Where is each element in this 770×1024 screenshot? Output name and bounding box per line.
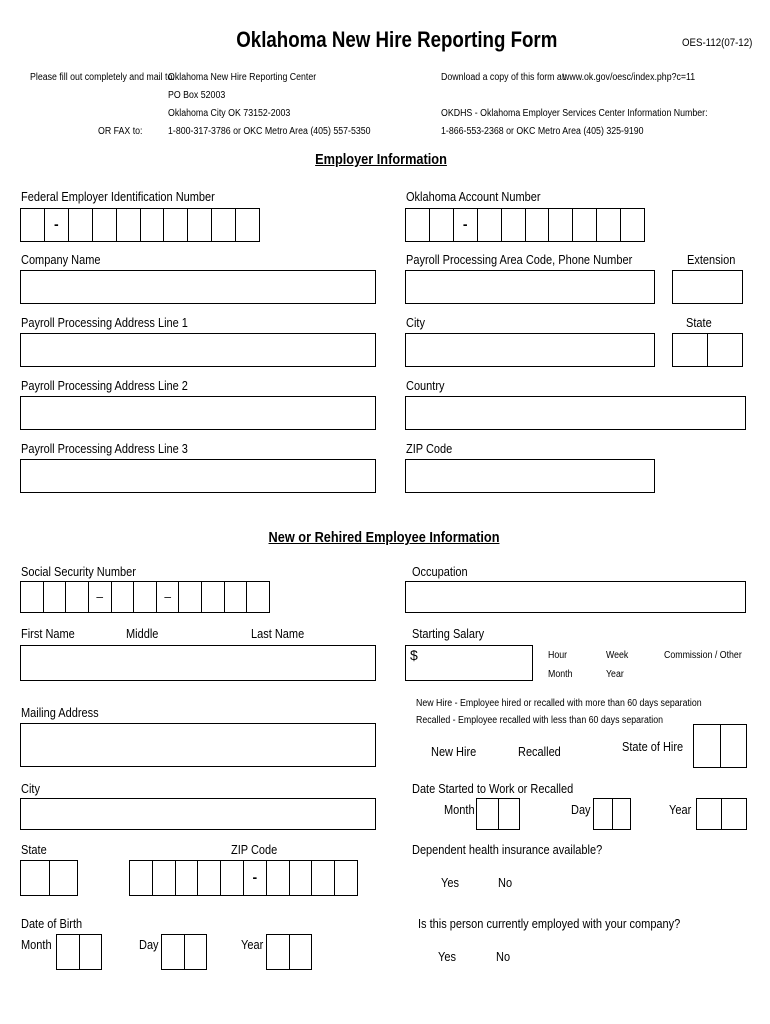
pay-commission-option[interactable]: Commission / Other [664, 650, 742, 661]
start-year-field[interactable] [696, 798, 747, 830]
employer-zip-label: ZIP Code [406, 442, 453, 456]
pay-hour-option[interactable]: Hour [548, 650, 568, 661]
name-field[interactable] [20, 645, 376, 681]
employee-zip-field[interactable] [129, 860, 358, 896]
fein-label: Federal Employer Identification Number [21, 190, 215, 204]
dob-month-label: Month [21, 938, 52, 952]
new-hire-option[interactable]: New Hire [431, 745, 477, 759]
recalled-option[interactable]: Recalled [518, 745, 561, 759]
employed-label: Is this person currently employed with your company? [418, 917, 681, 931]
ssn-field[interactable] [20, 581, 270, 613]
state-of-hire-label: State of Hire [622, 740, 684, 754]
occupation-field[interactable] [405, 581, 746, 613]
account-dash: - [462, 216, 468, 233]
account-field[interactable] [405, 208, 645, 242]
employee-section-title: New or Rehired Employee Information [268, 529, 500, 546]
form-title: Oklahoma New Hire Reporting Form [236, 27, 558, 52]
dependent-yes-option[interactable]: Yes [441, 876, 459, 890]
dob-day-label: Day [139, 938, 159, 952]
payroll-phone-label: Payroll Processing Area Code, Phone Number [406, 253, 633, 267]
dob-label: Date of Birth [21, 917, 83, 931]
employer-section-title: Employer Information [315, 151, 447, 168]
dob-day-field[interactable] [161, 934, 207, 970]
mail-address-line-3: Oklahoma City OK 73152-2003 [168, 108, 291, 119]
mail-address-line-2: PO Box 52003 [168, 90, 226, 101]
employee-city-label: City [21, 782, 40, 796]
recalled-description: Recalled - Employee recalled with less than 60 days separation [416, 715, 664, 726]
state-of-hire-field[interactable] [693, 724, 747, 768]
employer-state-field[interactable] [672, 333, 743, 367]
new-hire-description: New Hire - Employee hired or recalled with more than 60 days separation [416, 698, 702, 709]
country-field[interactable] [405, 396, 746, 430]
employer-city-field[interactable] [405, 333, 655, 367]
fax-numbers: 1-800-317-3786 or OKC Metro Area (405) 557-5350 [168, 126, 371, 137]
addr3-label: Payroll Processing Address Line 3 [21, 442, 188, 456]
dependent-no-option[interactable]: No [498, 876, 513, 890]
employer-zip-field[interactable] [405, 459, 655, 493]
addr2-label: Payroll Processing Address Line 2 [21, 379, 188, 393]
company-label: Company Name [21, 253, 101, 267]
employed-no-option[interactable]: No [496, 950, 511, 964]
employer-state-label: State [686, 316, 712, 330]
start-month-field[interactable] [476, 798, 520, 830]
mailing-address-field[interactable] [20, 723, 376, 767]
payroll-phone-field[interactable] [405, 270, 655, 304]
zip-dash: - [252, 869, 258, 886]
employed-yes-option[interactable]: Yes [438, 950, 456, 964]
dob-month-field[interactable] [56, 934, 102, 970]
country-label: Country [406, 379, 445, 393]
salary-field[interactable] [405, 645, 533, 681]
mail-label: Please fill out completely and mail to: [30, 72, 175, 83]
occupation-label: Occupation [412, 565, 468, 579]
fein-dash: - [54, 216, 59, 233]
start-year-label: Year [669, 803, 692, 817]
start-day-label: Day [571, 803, 591, 817]
ssn-dash-1: – [96, 589, 104, 604]
employee-city-field[interactable] [20, 798, 376, 830]
download-url[interactable]: www.ok.gov/oesc/index.php?c=11 [563, 72, 696, 83]
company-field[interactable] [20, 270, 376, 304]
employee-state-label: State [21, 843, 47, 857]
extension-label: Extension [687, 253, 736, 267]
middle-label: Middle [126, 627, 159, 641]
fein-field[interactable] [20, 208, 260, 242]
mail-address-line-1: Oklahoma New Hire Reporting Center [168, 72, 317, 83]
mailing-address-label: Mailing Address [21, 706, 99, 720]
pay-month-option[interactable]: Month [548, 669, 573, 680]
start-month-label: Month [444, 803, 475, 817]
employee-zip-label: ZIP Code [231, 843, 278, 857]
center-numbers: 1-866-553-2368 or OKC Metro Area (405) 325-9190 [441, 126, 644, 137]
ssn-dash-2: – [164, 589, 171, 604]
account-label: Oklahoma Account Number [406, 190, 541, 204]
start-day-field[interactable] [593, 798, 631, 830]
dob-year-field[interactable] [266, 934, 312, 970]
dependent-insurance-label: Dependent health insurance available? [412, 843, 603, 857]
employer-city-label: City [406, 316, 425, 330]
fax-label: OR FAX to: [98, 126, 143, 137]
last-name-label: Last Name [251, 627, 305, 641]
form-code: OES-112(07-12) [682, 37, 753, 49]
pay-week-option[interactable]: Week [606, 650, 629, 661]
addr1-label: Payroll Processing Address Line 1 [21, 316, 188, 330]
salary-label: Starting Salary [412, 627, 485, 641]
addr3-field[interactable] [20, 459, 376, 493]
ssn-label: Social Security Number [21, 565, 136, 579]
addr2-field[interactable] [20, 396, 376, 430]
first-name-label: First Name [21, 627, 75, 641]
date-started-label: Date Started to Work or Recalled [412, 782, 574, 796]
employee-state-field[interactable] [20, 860, 78, 896]
download-label: Download a copy of this form at: [441, 72, 567, 83]
pay-year-option[interactable]: Year [606, 669, 624, 680]
dollar-sign: $ [410, 647, 418, 663]
addr1-field[interactable] [20, 333, 376, 367]
dob-year-label: Year [241, 938, 264, 952]
extension-field[interactable] [672, 270, 743, 304]
center-info: OKDHS - Oklahoma Employer Services Center Information Number: [441, 108, 708, 119]
